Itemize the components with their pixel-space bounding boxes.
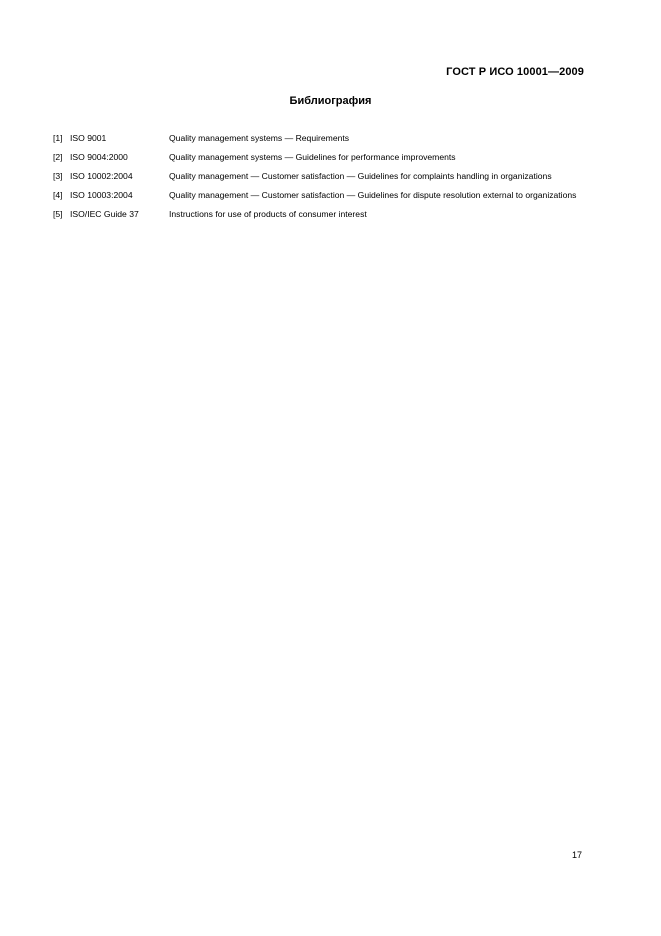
entry-number: [5] — [53, 209, 63, 219]
entry-number: [2] — [53, 152, 63, 162]
entry-title: Quality management systems — Guidelines for performance improvements — [169, 152, 456, 162]
page-number: 17 — [571, 850, 582, 860]
entry-number: [4] — [53, 190, 63, 200]
entry-number: [3] — [53, 171, 63, 181]
document-code: ГОСТ Р ИСО 10001—2009 — [446, 66, 584, 78]
entry-title: Quality management systems — Requirements — [169, 133, 350, 143]
bibliography-entry — [53, 171, 577, 182]
entry-title: Quality management — Customer satisfaction — Guidelines for dispute resolution external to organizations — [169, 190, 577, 200]
bibliography-entry — [53, 152, 577, 163]
bibliography-entry — [53, 133, 577, 144]
entry-title: Quality management — Customer satisfaction — Guidelines for complaints handling in organizations — [169, 171, 552, 181]
entry-reference: ISO 10002:2004 — [70, 171, 133, 181]
entry-title: Instructions for use of products of consumer interest — [169, 209, 367, 219]
bibliography-entry — [53, 209, 577, 220]
bibliography-list — [53, 133, 577, 228]
section-title: Библиография — [289, 95, 372, 107]
entry-number: [1] — [53, 133, 63, 143]
entry-reference: ISO 10003:2004 — [70, 190, 133, 200]
entry-reference: ISO 9001 — [70, 133, 107, 143]
entry-reference: ISO/IEC Guide 37 — [70, 209, 139, 219]
bibliography-entry — [53, 190, 577, 201]
entry-reference: ISO 9004:2000 — [70, 152, 128, 162]
